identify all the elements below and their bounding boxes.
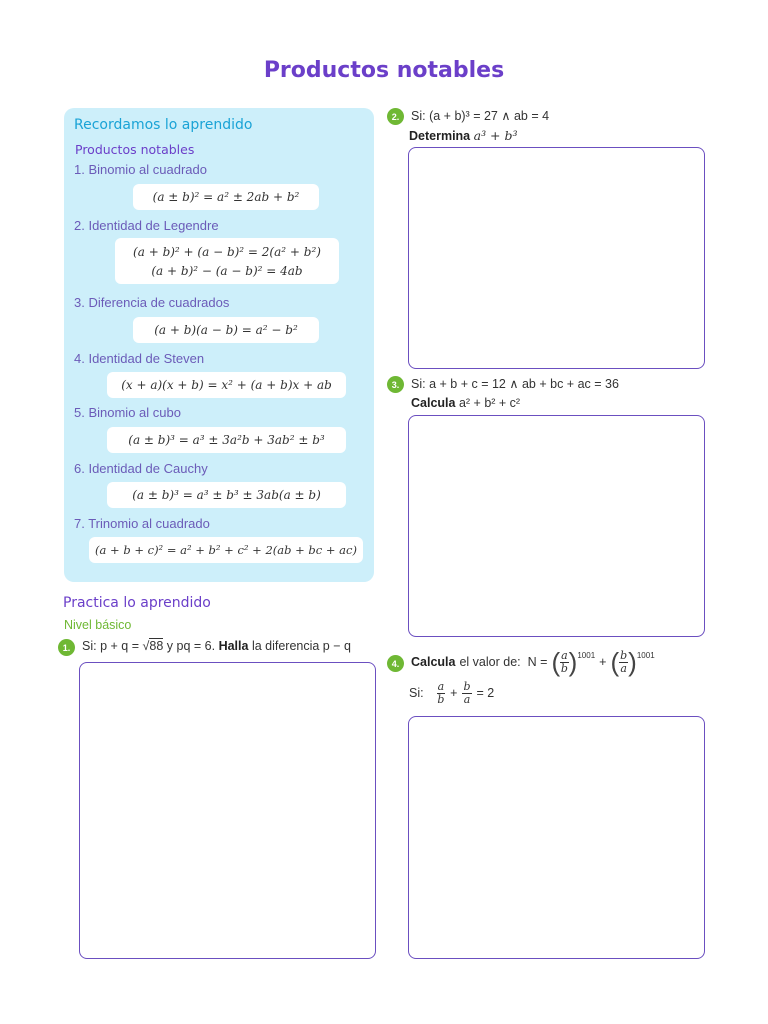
formula: (a ± b)³ = a³ ± 3a²b + 3ab² ± b³ bbox=[128, 433, 325, 447]
condition-result: = 2 bbox=[476, 686, 495, 700]
fraction-numerator: a bbox=[561, 648, 568, 662]
question-2-condition bbox=[411, 108, 549, 123]
formula: (a + b)² − (a − b)² = 4ab bbox=[151, 264, 303, 278]
formula: (a ± b)² = a² ± 2ab + b² bbox=[152, 190, 300, 204]
formula-box bbox=[133, 184, 319, 210]
page-title: Productos notables bbox=[263, 58, 505, 83]
si-label: Si: bbox=[82, 639, 97, 653]
fraction-denominator: a bbox=[620, 661, 627, 675]
instruction-verb: Calcula bbox=[411, 396, 456, 410]
recap-panel bbox=[64, 108, 374, 582]
fraction-numerator: b bbox=[620, 648, 628, 662]
question-number-badge: 3. bbox=[387, 376, 404, 393]
practice-heading: Practica lo aprendido bbox=[63, 595, 211, 611]
recap-item-label: 6. Identidad de Cauchy bbox=[74, 461, 208, 476]
question-1-text bbox=[82, 639, 351, 653]
question-2-instruction bbox=[409, 128, 518, 143]
condition: (a + b)³ = 27 ∧ ab = 4 bbox=[429, 109, 550, 123]
formula-box bbox=[107, 482, 346, 508]
formula-box bbox=[89, 537, 363, 563]
recap-heading: Recordamos lo aprendido bbox=[74, 117, 253, 133]
instruction-verb: Determina bbox=[409, 129, 471, 143]
si-label: Si: bbox=[409, 686, 424, 700]
recap-item-label: 5. Binomio al cubo bbox=[74, 405, 181, 420]
level-label: Nivel básico bbox=[64, 618, 132, 632]
plus-sign: + bbox=[599, 655, 607, 669]
question-3-instruction bbox=[411, 396, 520, 410]
instruction-text: la diferencia p − q bbox=[251, 639, 351, 653]
recap-item-label: 2. Identidad de Legendre bbox=[74, 218, 219, 233]
answer-box-1[interactable] bbox=[79, 662, 376, 959]
question-number-badge: 1. bbox=[58, 639, 75, 656]
formula: (a + b + c)² = a² + b² + c² + 2(ab + bc + ac) bbox=[95, 543, 357, 557]
exponent: 1001 bbox=[636, 651, 655, 660]
recap-item-label: 1. Binomio al cuadrado bbox=[74, 162, 207, 177]
question-4-instruction bbox=[411, 642, 655, 682]
n-equals: N = bbox=[527, 655, 548, 669]
si-label: Si: bbox=[411, 377, 426, 391]
formula: (a ± b)³ = a³ ± b³ ± 3ab(a ± b) bbox=[132, 488, 321, 502]
answer-box-2[interactable] bbox=[408, 147, 705, 369]
fraction-denominator: b bbox=[437, 692, 445, 706]
instruction-verb: Halla bbox=[218, 639, 249, 653]
formula-box bbox=[107, 427, 346, 453]
formula-box bbox=[115, 238, 339, 284]
formula: (a + b)(a − b) = a² − b² bbox=[154, 323, 298, 337]
recap-item-label: 7. Trinomio al cuadrado bbox=[74, 516, 210, 531]
radicand: 88 bbox=[149, 639, 164, 653]
answer-box-4[interactable] bbox=[408, 716, 705, 959]
instruction-text: el valor de: bbox=[459, 655, 521, 669]
fraction-denominator: a bbox=[463, 692, 471, 706]
power-term: ( $\frac{b}{a}$ ) $^{1001}$ bbox=[610, 647, 655, 677]
recap-item-label: 3. Diferencia de cuadrados bbox=[74, 295, 230, 310]
fraction-denominator: b bbox=[560, 661, 568, 675]
si-label: Si: bbox=[411, 109, 426, 123]
question-number-badge: 4. bbox=[387, 655, 404, 672]
condition: a + b + c = 12 ∧ ab + bc + ac = 36 bbox=[429, 377, 619, 391]
recap-item-label: 4. Identidad de Steven bbox=[74, 351, 205, 366]
condition: p + q = bbox=[100, 639, 140, 653]
target-expression: a² + b² + c² bbox=[458, 396, 521, 410]
fraction-numerator: a bbox=[437, 679, 445, 693]
condition: y pq = 6. bbox=[166, 639, 216, 653]
power-term: ( $\frac{a}{b}$ ) $^{1001}$ bbox=[551, 647, 596, 677]
question-3-condition bbox=[411, 376, 619, 391]
answer-box-3[interactable] bbox=[408, 415, 705, 637]
exponent: 1001 bbox=[577, 651, 596, 660]
sqrt-symbol: √ bbox=[142, 639, 150, 653]
formula-box bbox=[107, 372, 346, 398]
question-4-condition bbox=[409, 678, 494, 708]
formula: (x + a)(x + b) = x² + (a + b)x + ab bbox=[121, 378, 332, 392]
formula: (a + b)² + (a − b)² = 2(a² + b²) bbox=[133, 245, 321, 259]
formula-box bbox=[133, 317, 319, 343]
fraction-numerator: b bbox=[463, 679, 471, 693]
instruction-verb: Calcula bbox=[411, 655, 456, 669]
target-expression: a³ + b³ bbox=[473, 128, 518, 143]
question-number-badge: 2. bbox=[387, 108, 404, 125]
recap-subheading: Productos notables bbox=[75, 142, 195, 157]
plus-sign: + bbox=[450, 686, 458, 700]
